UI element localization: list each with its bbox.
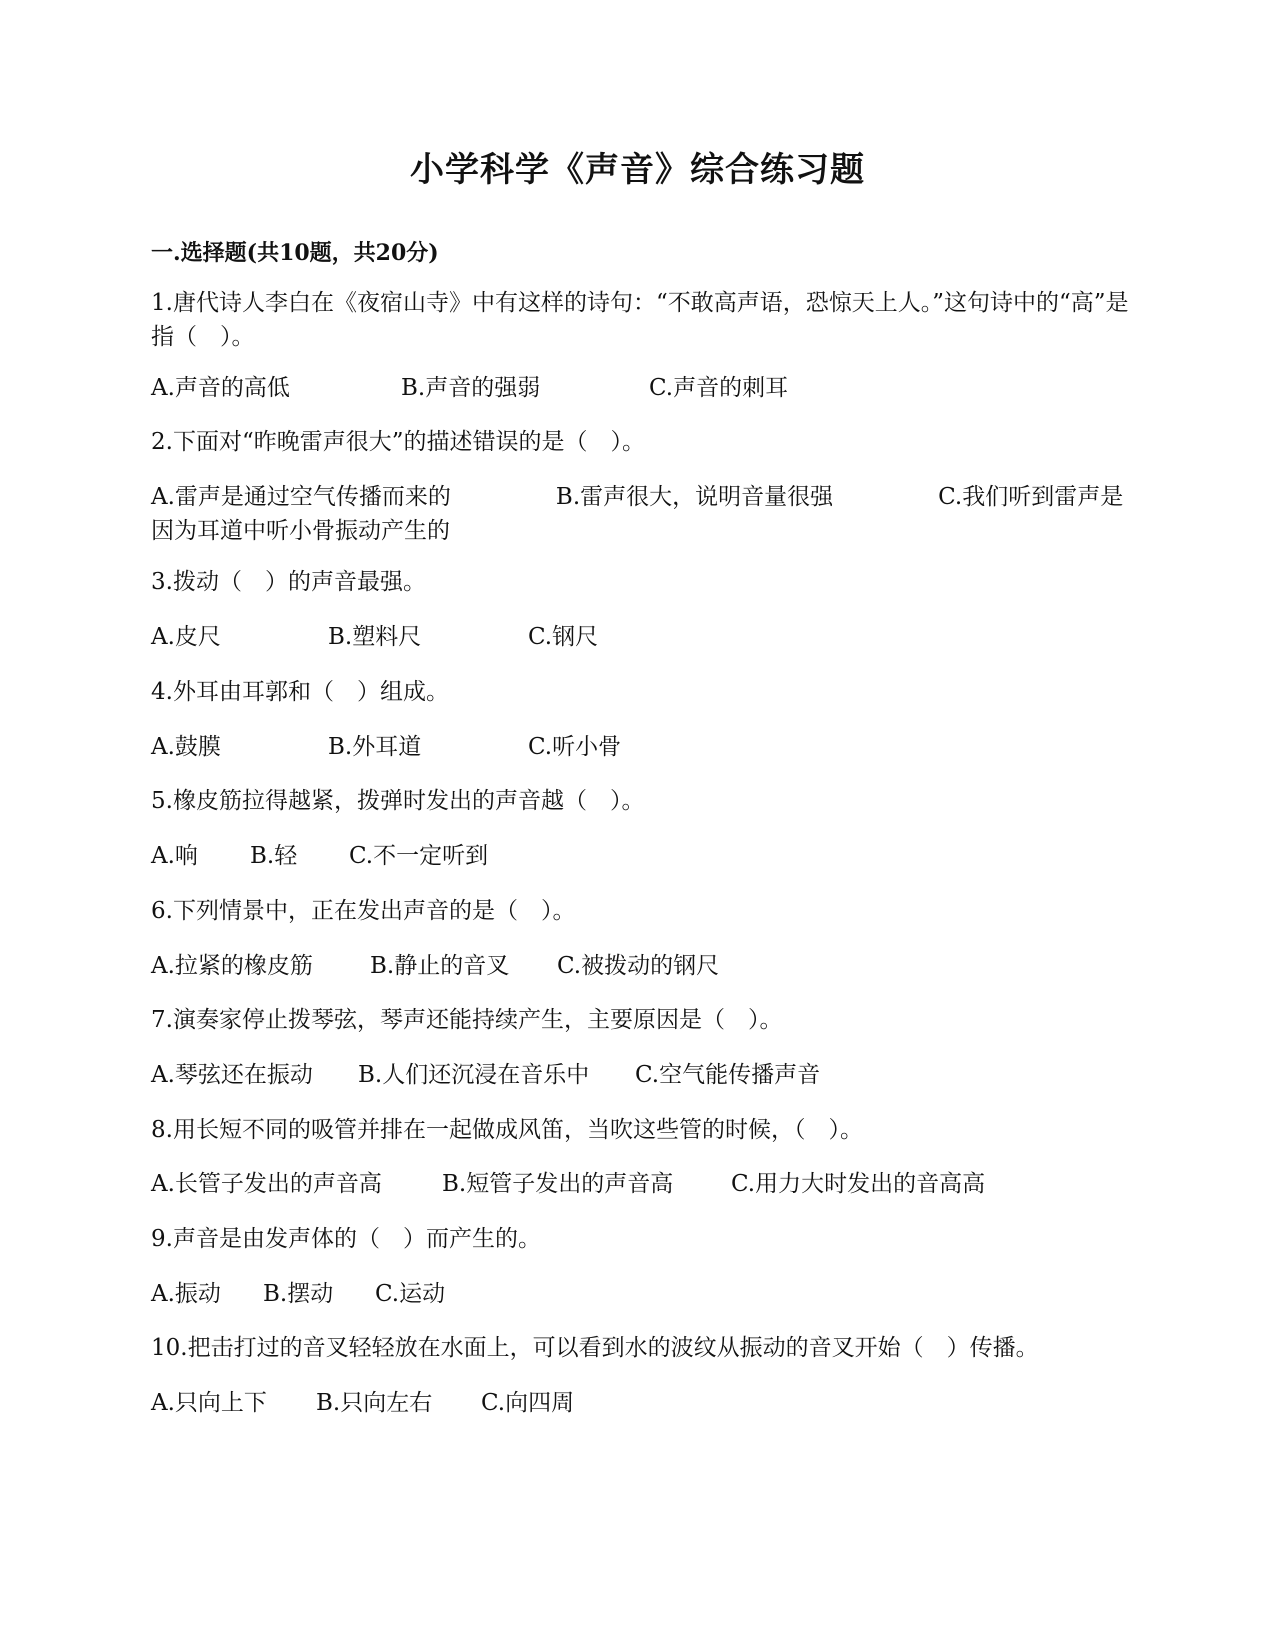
option-a: A.鼓膜 [151,734,221,760]
option-b: B.外耳道 [328,734,422,760]
option-c: C.运动 [375,1281,446,1307]
option-c: C.声音的刺耳 [649,375,789,401]
question-7: 7.演奏家停止拨琴弦，琴声还能持续产生，主要原因是（ ）。 [151,1007,783,1033]
option-b: B.摆动 [263,1281,334,1307]
options-5 [151,839,1131,873]
option-b: B.短管子发出的声音高 [442,1171,674,1197]
question-8: 8.用长短不同的吸管并排在一起做成风笛，当吹这些管的时候，（ ）。 [151,1117,863,1143]
option-b: B.只向左右 [316,1390,433,1416]
option-a: A.拉紧的橡皮筋 [151,953,313,979]
option-c: C.被拨动的钢尺 [557,953,720,979]
option-a: A.雷声是通过空气传播而来的 [151,484,451,510]
options-10 [151,1386,1131,1420]
option-b: B.雷声很大，说明音量很强 [555,484,834,510]
section-heading: 一.选择题(共10题，共20分) [151,240,439,266]
option-b: B.轻 [250,843,298,869]
question-3: 3.拨动（ ）的声音最强。 [151,569,426,595]
question-2: 2.下面对“昨晚雷声很大”的描述错误的是（ ）。 [151,429,645,455]
option-b: B.塑料尺 [328,624,422,650]
option-a: A.声音的高低 [151,375,290,401]
option-a: A.振动 [151,1281,221,1307]
question-4: 4.外耳由耳郭和（ ）组成。 [151,679,449,705]
option-a: A.只向上下 [151,1390,267,1416]
options-1 [151,371,1131,405]
option-b: B.声音的强弱 [401,375,541,401]
page-title: 小学科学《声音》综合练习题 [410,150,865,190]
options-4 [151,730,1131,764]
option-a: A.响 [151,843,198,869]
question-6: 6.下列情景中，正在发出声音的是（ ）。 [151,898,576,924]
options-2 [151,480,1131,548]
option-c: C.我们听到雷声是因为耳道中听小骨振动产生的 [151,484,1124,544]
option-c: C.空气能传播声音 [635,1062,821,1088]
option-a: A.皮尺 [151,624,221,650]
option-b: B.人们还沉浸在音乐中 [358,1062,590,1088]
options-3 [151,620,1131,654]
option-c: C.不一定听到 [349,843,489,869]
question-9: 9.声音是由发声体的（ ）而产生的。 [151,1226,541,1252]
options-9 [151,1277,1131,1311]
option-c: C.钢尺 [528,624,599,650]
option-c: C.向四周 [481,1390,575,1416]
options-8 [151,1167,1131,1201]
option-a: A.长管子发出的声音高 [151,1171,382,1197]
option-c: C.听小骨 [528,734,622,760]
option-c: C.用力大时发出的音高高 [731,1171,986,1197]
option-a: A.琴弦还在振动 [151,1062,313,1088]
option-b: B.静止的音叉 [370,953,510,979]
question-5: 5.橡皮筋拉得越紧，拨弹时发出的声音越（ ）。 [151,788,645,814]
options-7 [151,1058,1131,1092]
options-6 [151,949,1131,983]
question-10: 10.把击打过的音叉轻轻放在水面上，可以看到水的波纹从振动的音叉开始（ ）传播。 [151,1335,1039,1361]
question-1: 1.唐代诗人李白在《夜宿山寺》中有这样的诗句：“不敢高声语，恐惊天上人。”这句诗中的“高”是指（ ）。 [151,290,1129,350]
